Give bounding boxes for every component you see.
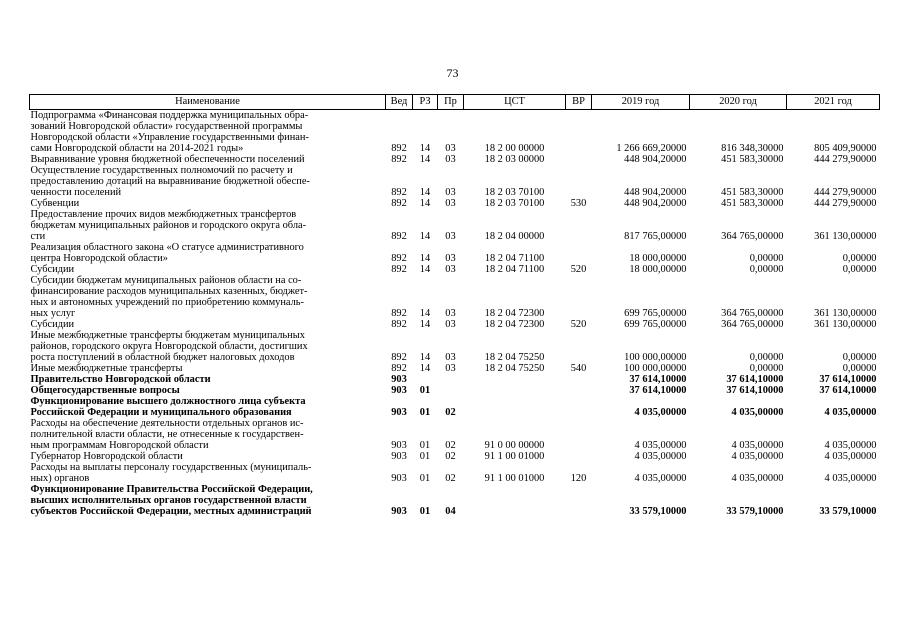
- row-rz: 14: [419, 198, 431, 209]
- table-row: [30, 484, 880, 517]
- row-amount-2020: 364 765,00000: [721, 231, 784, 242]
- row-pr: 03: [445, 198, 456, 209]
- header-2020: 2020 год: [690, 95, 787, 110]
- table-row: [30, 319, 880, 330]
- header-pr: Пр: [438, 95, 464, 110]
- table-row: [30, 374, 880, 385]
- row-cst: 18 2 04 75250: [484, 363, 545, 374]
- row-amount-2020: 0,00000: [749, 264, 784, 275]
- row-amount-2021: 0,00000: [842, 363, 877, 374]
- row-rz: 01: [419, 385, 431, 396]
- row-vr: [566, 242, 592, 264]
- row-cst: [464, 374, 566, 385]
- header-rz: РЗ: [413, 95, 438, 110]
- table-row: [30, 209, 880, 242]
- table-row: [30, 396, 880, 418]
- row-ved: 892: [391, 308, 407, 319]
- row-rz: 01: [419, 506, 431, 517]
- row-vr: [566, 165, 592, 198]
- row-rz: 14: [419, 143, 431, 154]
- header-ved: Вед: [386, 95, 413, 110]
- row-pr: 03: [445, 264, 456, 275]
- row-ved: 903: [391, 385, 407, 396]
- row-vr: [566, 209, 592, 242]
- row-amount-2021: 361 130,00000: [814, 319, 877, 330]
- row-cst: 91 0 00 00000: [484, 440, 545, 451]
- row-amount-2021: 805 409,90000: [814, 143, 877, 154]
- row-vr: 520: [570, 264, 587, 275]
- row-rz: [413, 374, 438, 385]
- row-vr: [566, 374, 592, 385]
- row-cst: 18 2 03 70100: [484, 187, 545, 198]
- row-cst: 18 2 04 72300: [484, 319, 545, 330]
- row-vr: [566, 154, 592, 165]
- row-amount-2021: 37 614,10000: [819, 374, 877, 385]
- row-cst: 18 2 00 00000: [484, 143, 545, 154]
- row-pr: 02: [445, 473, 456, 484]
- row-amount-2019: 33 579,10000: [629, 506, 687, 517]
- row-amount-2019: 817 765,00000: [624, 231, 687, 242]
- row-vr: 540: [570, 363, 587, 374]
- row-cst: 91 1 00 01000: [484, 451, 545, 462]
- row-amount-2019: 4 035,00000: [634, 440, 687, 451]
- row-amount-2021: 4 035,00000: [824, 473, 877, 484]
- row-pr: 03: [445, 187, 456, 198]
- row-pr: 03: [445, 143, 456, 154]
- row-amount-2019: 448 904,20000: [624, 198, 687, 209]
- row-amount-2019: 100 000,00000: [624, 352, 687, 363]
- table-row: [30, 110, 880, 155]
- row-name: Губернатор Новгородской области: [30, 451, 183, 462]
- row-pr: 03: [445, 363, 456, 374]
- row-rz: 14: [419, 363, 431, 374]
- row-ved: 903: [391, 374, 407, 385]
- row-amount-2019: 699 765,00000: [624, 308, 687, 319]
- row-amount-2019: 18 000,00000: [629, 253, 687, 264]
- row-cst: 18 2 04 75250: [484, 352, 545, 363]
- table-row: [30, 242, 880, 264]
- row-cst: 18 2 03 70100: [484, 198, 545, 209]
- row-vr: 120: [570, 473, 587, 484]
- row-amount-2020: 37 614,10000: [726, 385, 784, 396]
- row-rz: 14: [419, 319, 431, 330]
- row-rz: 14: [419, 308, 431, 319]
- row-name: Иные межбюджетные трансферты бюджетам муниципальных районов, городского округа Новгородской области, достигших роста поступлений в областной бюджет налоговых доходов: [30, 330, 308, 363]
- row-amount-2021: 444 279,90000: [814, 187, 877, 198]
- row-amount-2019: 448 904,20000: [624, 154, 687, 165]
- table-row: [30, 264, 880, 275]
- row-pr: 03: [445, 253, 456, 264]
- row-amount-2019: 4 035,00000: [634, 451, 687, 462]
- table-row: [30, 418, 880, 451]
- page-number: 73: [446, 66, 459, 80]
- row-pr: [438, 374, 464, 385]
- row-rz: 14: [419, 264, 431, 275]
- row-amount-2019: 18 000,00000: [629, 264, 687, 275]
- table-row: [30, 165, 880, 198]
- row-name: Субсидии: [30, 319, 75, 330]
- row-pr: 02: [445, 407, 456, 418]
- row-cst: [464, 484, 566, 517]
- row-amount-2021: 33 579,10000: [819, 506, 877, 517]
- row-name: Общегосударственные вопросы: [30, 385, 180, 396]
- row-pr: 03: [445, 352, 456, 363]
- table-header-row: [30, 95, 880, 110]
- row-name: Предоставление прочих видов межбюджетных трансфертов бюджетам муниципальных районов и городского округа обла- сти: [30, 209, 307, 242]
- row-ved: 903: [391, 506, 407, 517]
- row-vr: [566, 330, 592, 363]
- row-amount-2020: 364 765,00000: [721, 319, 784, 330]
- row-amount-2019: 448 904,20000: [624, 187, 687, 198]
- row-vr: [566, 451, 592, 462]
- row-amount-2020: 451 583,30000: [721, 198, 784, 209]
- header-vr: ВР: [566, 95, 592, 110]
- row-pr: 03: [445, 308, 456, 319]
- table-row: [30, 198, 880, 209]
- header-2019: 2019 год: [592, 95, 690, 110]
- row-vr: [566, 418, 592, 451]
- row-name: Субвенции: [30, 198, 80, 209]
- row-name: Субсидии бюджетам муниципальных районов области на со- финансирование расходов муниципальных казенных, бюджет- ных и автономных учреждений по приобретению коммуналь- ных услуг: [30, 275, 308, 319]
- row-ved: 903: [391, 407, 407, 418]
- row-name: Функционирование Правительства Российской Федерации, высших исполнительных органов государственной власти субъектов Российской Федерации, местных администраций: [30, 484, 313, 517]
- row-amount-2020: 0,00000: [749, 363, 784, 374]
- row-name: Расходы на выплаты персоналу государственных (муниципаль- ных) органов: [30, 462, 312, 484]
- row-vr: [566, 110, 592, 155]
- row-vr: 520: [570, 319, 587, 330]
- row-pr: 03: [445, 231, 456, 242]
- row-amount-2020: 451 583,30000: [721, 154, 784, 165]
- row-pr: 03: [445, 319, 456, 330]
- row-name: Функционирование высшего должностного лица субъекта Российской Федерации и муниципального образования: [30, 396, 306, 418]
- row-cst: 18 2 04 71100: [484, 253, 545, 264]
- row-amount-2021: 4 035,00000: [824, 407, 877, 418]
- row-ved: 892: [391, 187, 407, 198]
- row-amount-2021: 4 035,00000: [824, 451, 877, 462]
- table-row: [30, 330, 880, 363]
- row-vr: [566, 385, 592, 396]
- row-ved: 892: [391, 352, 407, 363]
- row-ved: 892: [391, 253, 407, 264]
- table-row: [30, 385, 880, 396]
- row-pr: 02: [445, 451, 456, 462]
- row-name: Субсидии: [30, 264, 75, 275]
- row-name: Расходы на обеспечение деятельности отдельных органов ис- полнительной власти области, не отнесенные к государствен- ным программам Новгородской области: [30, 418, 304, 451]
- row-ved: 892: [391, 154, 407, 165]
- table-row: [30, 462, 880, 484]
- row-ved: 892: [391, 143, 407, 154]
- row-amount-2019: 4 035,00000: [634, 473, 687, 484]
- row-amount-2019: 1 266 669,20000: [616, 143, 687, 154]
- row-pr: 03: [445, 154, 456, 165]
- row-amount-2019: 37 614,10000: [629, 385, 687, 396]
- table-row: [30, 154, 880, 165]
- row-amount-2021: 0,00000: [842, 352, 877, 363]
- row-amount-2019: 100 000,00000: [624, 363, 687, 374]
- row-cst: 91 1 00 01000: [484, 473, 545, 484]
- row-ved: 903: [391, 451, 407, 462]
- row-cst: 18 2 03 00000: [484, 154, 545, 165]
- row-cst: 18 2 04 00000: [484, 231, 545, 242]
- row-rz: 14: [419, 231, 431, 242]
- row-cst: 18 2 04 72300: [484, 308, 545, 319]
- row-rz: 01: [419, 407, 431, 418]
- row-amount-2020: 0,00000: [749, 352, 784, 363]
- row-ved: 903: [391, 440, 407, 451]
- row-amount-2021: 444 279,90000: [814, 154, 877, 165]
- row-amount-2019: 4 035,00000: [634, 407, 687, 418]
- row-amount-2020: 37 614,10000: [726, 374, 784, 385]
- row-name: Правительство Новгородской области: [30, 374, 211, 385]
- row-cst: 18 2 04 71100: [484, 264, 545, 275]
- row-rz: 01: [419, 440, 431, 451]
- row-ved: 892: [391, 231, 407, 242]
- row-name: Выравнивание уровня бюджетной обеспеченности поселений: [30, 154, 305, 165]
- row-amount-2020: 4 035,00000: [731, 407, 784, 418]
- table-row: [30, 363, 880, 374]
- row-rz: 14: [419, 154, 431, 165]
- row-amount-2021: 37 614,10000: [819, 385, 877, 396]
- row-rz: 14: [419, 253, 431, 264]
- row-amount-2019: 699 765,00000: [624, 319, 687, 330]
- row-ved: 892: [391, 264, 407, 275]
- header-name: Наименование: [30, 95, 386, 110]
- row-name: Реализация областного закона «О статусе административного центра Новгородской области»: [30, 242, 304, 264]
- table-body: [30, 110, 880, 518]
- header-cst: ЦСТ: [464, 95, 566, 110]
- row-amount-2020: 0,00000: [749, 253, 784, 264]
- row-amount-2020: 4 035,00000: [731, 440, 784, 451]
- row-amount-2020: 451 583,30000: [721, 187, 784, 198]
- row-rz: 14: [419, 352, 431, 363]
- row-amount-2021: 361 130,00000: [814, 308, 877, 319]
- row-cst: [464, 385, 566, 396]
- budget-table: [29, 94, 880, 517]
- row-amount-2021: 0,00000: [842, 264, 877, 275]
- row-name: Иные межбюджетные трансферты: [30, 363, 183, 374]
- row-amount-2019: 37 614,10000: [629, 374, 687, 385]
- row-vr: [566, 484, 592, 517]
- row-amount-2021: 361 130,00000: [814, 231, 877, 242]
- row-amount-2020: 33 579,10000: [726, 506, 784, 517]
- row-ved: 892: [391, 319, 407, 330]
- row-pr: [438, 385, 464, 396]
- row-ved: 892: [391, 198, 407, 209]
- row-amount-2021: 0,00000: [842, 253, 877, 264]
- header-2021: 2021 год: [787, 95, 880, 110]
- row-rz: 14: [419, 187, 431, 198]
- row-vr: [566, 275, 592, 319]
- row-vr: 530: [570, 198, 587, 209]
- row-rz: 01: [419, 451, 431, 462]
- row-pr: 04: [445, 506, 456, 517]
- row-cst: [464, 396, 566, 418]
- row-amount-2020: 4 035,00000: [731, 451, 784, 462]
- row-amount-2020: 4 035,00000: [731, 473, 784, 484]
- table-row: [30, 275, 880, 319]
- row-name: Осуществление государственных полномочий по расчету и предоставлению дотаций на выравнивание бюджетной обеспе- ченности поселений: [30, 165, 310, 198]
- row-amount-2021: 444 279,90000: [814, 198, 877, 209]
- row-amount-2021: 4 035,00000: [824, 440, 877, 451]
- table-row: [30, 451, 880, 462]
- row-amount-2020: 816 348,30000: [721, 143, 784, 154]
- row-amount-2020: 364 765,00000: [721, 308, 784, 319]
- row-ved: 892: [391, 363, 407, 374]
- row-rz: 01: [419, 473, 431, 484]
- row-pr: 02: [445, 440, 456, 451]
- row-ved: 903: [391, 473, 407, 484]
- row-vr: [566, 396, 592, 418]
- row-name: Подпрограмма «Финансовая поддержка муниципальных обра- зований Новгородской области» государственной программы Новгородской области «Управление государственными финан- сами Новгородской области на 2014-2021 годы»: [30, 110, 309, 154]
